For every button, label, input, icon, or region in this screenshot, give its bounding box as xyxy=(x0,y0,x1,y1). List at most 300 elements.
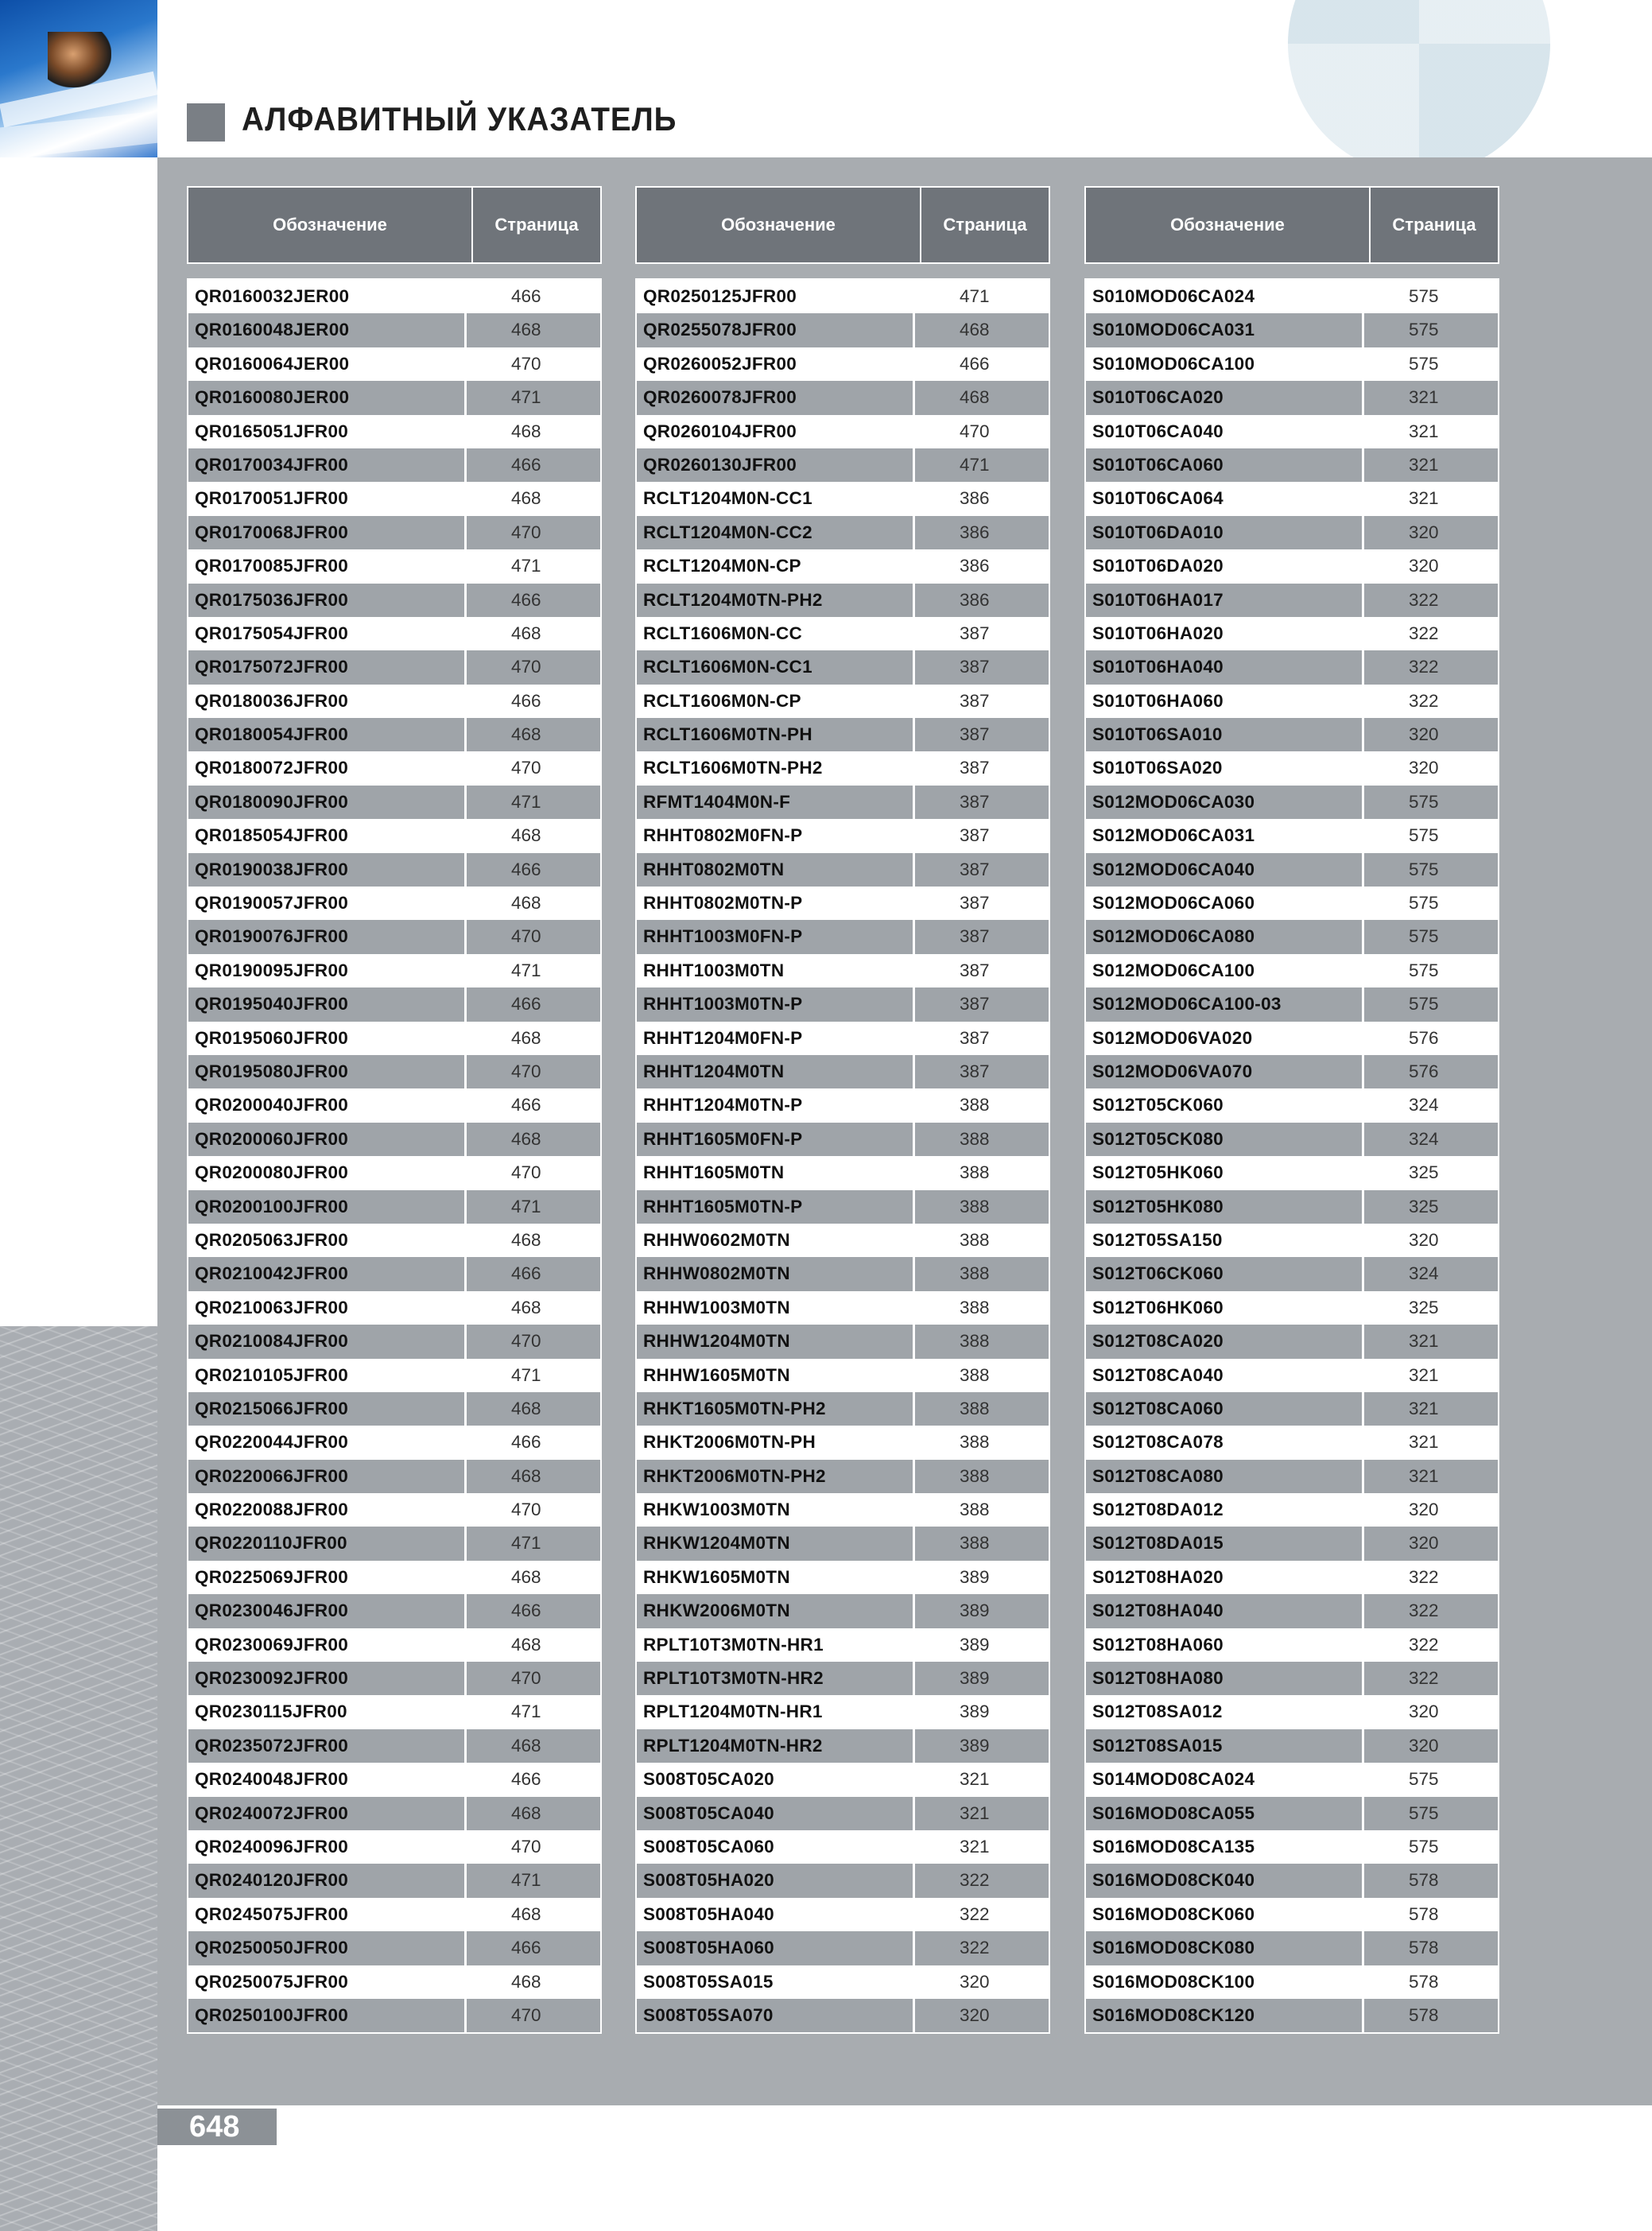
item-code: RCLT1606M0TN-PH xyxy=(637,718,915,751)
item-code: QR0220044JFR00 xyxy=(188,1426,467,1459)
item-code: QR0210105JFR00 xyxy=(188,1359,467,1392)
item-code: S010MOD06CA024 xyxy=(1086,280,1364,313)
item-code: RHHT1605M0FN-P xyxy=(637,1123,915,1156)
table-row xyxy=(1086,954,1498,987)
item-code: S008T05CA060 xyxy=(637,1830,915,1864)
table-header xyxy=(1084,186,1499,264)
item-code: S012T05CK080 xyxy=(1086,1123,1364,1156)
item-code: S012T08DA012 xyxy=(1086,1493,1364,1527)
item-page: 321 xyxy=(1409,1465,1439,1486)
item-code: QR0195040JFR00 xyxy=(188,987,467,1021)
item-code: S008T05HA060 xyxy=(637,1931,915,1965)
item-page: 388 xyxy=(960,1095,990,1116)
item-code: QR0190038JFR00 xyxy=(188,853,467,887)
item-code: S016MOD08CK060 xyxy=(1086,1898,1364,1931)
item-code: QR0260078JFR00 xyxy=(637,381,915,414)
table-row xyxy=(637,920,1049,953)
table-row xyxy=(637,1156,1049,1189)
table-row xyxy=(637,1763,1049,1796)
item-code: RHHT1605M0TN xyxy=(637,1156,915,1189)
item-page: 466 xyxy=(511,1095,541,1116)
table-row xyxy=(188,1257,600,1290)
item-code: S012T08SA015 xyxy=(1086,1729,1364,1763)
table-body xyxy=(187,278,602,2034)
item-page: 388 xyxy=(960,1229,990,1250)
item-code: QR0220066JFR00 xyxy=(188,1460,467,1493)
item-page: 468 xyxy=(511,893,541,914)
item-code: S010T06CA060 xyxy=(1086,448,1364,482)
table-row xyxy=(1086,1628,1498,1662)
table-row xyxy=(1086,1864,1498,1897)
table-row xyxy=(637,786,1049,819)
item-code: QR0260104JFR00 xyxy=(637,415,915,448)
page-number: 648 xyxy=(189,2110,240,2144)
table-row xyxy=(188,448,600,482)
item-code: RHHT0802M0TN-P xyxy=(637,887,915,920)
table-row xyxy=(1086,1359,1498,1392)
item-code: QR0230115JFR00 xyxy=(188,1695,467,1729)
item-code: S012T05HK060 xyxy=(1086,1156,1364,1189)
table-row xyxy=(637,954,1049,987)
item-code: RFMT1404M0N-F xyxy=(637,786,915,819)
item-code: RHKW1003M0TN xyxy=(637,1493,915,1527)
item-code: RHHT1003M0TN xyxy=(637,954,915,987)
item-code: S010T06SA010 xyxy=(1086,718,1364,751)
table-row xyxy=(1086,381,1498,414)
item-code: QR0230046JFR00 xyxy=(188,1594,467,1628)
table-row xyxy=(637,1594,1049,1628)
table-row xyxy=(188,415,600,448)
item-page: 388 xyxy=(960,1364,990,1385)
item-page: 471 xyxy=(511,1533,541,1554)
table-row xyxy=(637,718,1049,751)
table-row xyxy=(1086,549,1498,583)
item-page: 387 xyxy=(960,994,990,1015)
item-code: S012T08CA040 xyxy=(1086,1359,1364,1392)
table-body xyxy=(1084,278,1499,2034)
item-code: S012MOD06CA100-03 xyxy=(1086,987,1364,1021)
item-page: 575 xyxy=(1409,286,1439,306)
table-row xyxy=(1086,718,1498,751)
item-code: QR0175054JFR00 xyxy=(188,617,467,650)
item-code: QR0210063JFR00 xyxy=(188,1291,467,1325)
item-code: RCLT1606M0N-CC xyxy=(637,617,915,650)
item-page: 320 xyxy=(1409,1229,1439,1250)
table-row xyxy=(1086,685,1498,718)
item-page: 468 xyxy=(511,1297,541,1317)
item-code: RHHT1204M0FN-P xyxy=(637,1022,915,1055)
table-row xyxy=(637,1460,1049,1493)
table-row xyxy=(188,650,600,684)
item-code: RHHW1605M0TN xyxy=(637,1359,915,1392)
item-code: S016MOD08CK100 xyxy=(1086,1965,1364,1999)
item-code: S012MOD06CA040 xyxy=(1086,853,1364,887)
table-row xyxy=(188,584,600,617)
item-page: 322 xyxy=(1409,657,1439,677)
item-page: 387 xyxy=(960,859,990,879)
item-page: 466 xyxy=(511,286,541,306)
table-row xyxy=(637,887,1049,920)
item-page: 322 xyxy=(1409,589,1439,610)
item-code: QR0210084JFR00 xyxy=(188,1325,467,1358)
table-row xyxy=(188,1931,600,1965)
item-code: QR0175072JFR00 xyxy=(188,650,467,684)
table-row xyxy=(637,1088,1049,1122)
item-code: QR0170051JFR00 xyxy=(188,482,467,515)
item-page: 386 xyxy=(960,589,990,610)
item-page: 324 xyxy=(1409,1095,1439,1116)
table-row xyxy=(188,1022,600,1055)
item-code: QR0160048JER00 xyxy=(188,313,467,347)
table-row xyxy=(1086,1257,1498,1290)
item-code: S012T06CK060 xyxy=(1086,1257,1364,1290)
item-page: 388 xyxy=(960,1128,990,1149)
table-row xyxy=(188,1190,600,1224)
table-row xyxy=(188,1055,600,1088)
item-page: 466 xyxy=(511,690,541,711)
item-page: 387 xyxy=(960,960,990,980)
item-code: S012T08HA060 xyxy=(1086,1628,1364,1662)
table-row xyxy=(637,1359,1049,1392)
item-page: 578 xyxy=(1409,1971,1439,1992)
header-code: Обозначение xyxy=(637,188,921,262)
item-code: S010T06DA010 xyxy=(1086,516,1364,549)
table-row xyxy=(637,685,1049,718)
table-row xyxy=(637,1864,1049,1897)
item-code: S010MOD06CA100 xyxy=(1086,347,1364,381)
item-page: 388 xyxy=(960,1398,990,1418)
table-row xyxy=(188,617,600,650)
item-code: QR0240096JFR00 xyxy=(188,1830,467,1864)
item-code: S012T06HK060 xyxy=(1086,1291,1364,1325)
item-code: S016MOD08CA135 xyxy=(1086,1830,1364,1864)
table-row xyxy=(1086,482,1498,515)
item-page: 470 xyxy=(511,1500,541,1520)
item-code: S010T06CA064 xyxy=(1086,482,1364,515)
table-row xyxy=(188,516,600,549)
item-page: 387 xyxy=(960,724,990,745)
item-code: S016MOD08CK040 xyxy=(1086,1864,1364,1897)
item-code: QR0200040JFR00 xyxy=(188,1088,467,1122)
item-code: QR0220110JFR00 xyxy=(188,1527,467,1560)
item-page: 468 xyxy=(511,1802,541,1823)
item-page: 468 xyxy=(511,1634,541,1655)
item-page: 575 xyxy=(1409,926,1439,947)
index-table-1 xyxy=(187,186,602,2034)
item-page: 320 xyxy=(960,1971,990,1992)
item-code: QR0240072JFR00 xyxy=(188,1797,467,1830)
table-row xyxy=(1086,1426,1498,1459)
table-row xyxy=(637,987,1049,1021)
item-code: S014MOD08CA024 xyxy=(1086,1763,1364,1796)
header-code: Обозначение xyxy=(1086,188,1371,262)
table-row xyxy=(188,920,600,953)
item-code: QR0180036JFR00 xyxy=(188,685,467,718)
table-row xyxy=(1086,1291,1498,1325)
table-row xyxy=(1086,1123,1498,1156)
item-code: QR0190095JFR00 xyxy=(188,954,467,987)
item-code: QR0250050JFR00 xyxy=(188,1931,467,1965)
item-code: S016MOD08CA055 xyxy=(1086,1797,1364,1830)
header-page: Страница xyxy=(943,215,1027,235)
item-page: 468 xyxy=(511,320,541,340)
table-row xyxy=(188,786,600,819)
table-row xyxy=(1086,313,1498,347)
item-page: 468 xyxy=(511,1398,541,1418)
table-row xyxy=(188,549,600,583)
item-page: 578 xyxy=(1409,2004,1439,2025)
item-code: QR0210042JFR00 xyxy=(188,1257,467,1290)
item-page: 466 xyxy=(511,589,541,610)
item-code: QR0235072JFR00 xyxy=(188,1729,467,1763)
item-page: 468 xyxy=(511,1903,541,1924)
item-page: 388 xyxy=(960,1263,990,1284)
table-row xyxy=(637,381,1049,414)
table-row xyxy=(1086,1999,1498,2032)
item-code: S008T05CA040 xyxy=(637,1797,915,1830)
item-code: QR0250075JFR00 xyxy=(188,1965,467,1999)
item-code: S012T08HA080 xyxy=(1086,1662,1364,1695)
item-page: 388 xyxy=(960,1465,990,1486)
table-row xyxy=(188,1763,600,1796)
item-page: 470 xyxy=(511,1331,541,1352)
table-row xyxy=(637,1662,1049,1695)
item-code: S008T05HA020 xyxy=(637,1864,915,1897)
item-page: 470 xyxy=(511,1162,541,1183)
item-code: RHHW1204M0TN xyxy=(637,1325,915,1358)
item-page: 468 xyxy=(511,623,541,643)
table-row xyxy=(188,1898,600,1931)
table-row xyxy=(1086,650,1498,684)
table-header xyxy=(635,186,1050,264)
item-page: 466 xyxy=(511,1432,541,1453)
table-row xyxy=(188,1460,600,1493)
item-page: 324 xyxy=(1409,1263,1439,1284)
table-row xyxy=(1086,1729,1498,1763)
table-row xyxy=(1086,347,1498,381)
item-code: S008T05HA040 xyxy=(637,1898,915,1931)
item-code: S010T06HA020 xyxy=(1086,617,1364,650)
table-row xyxy=(188,1965,600,1999)
item-code: S008T05SA015 xyxy=(637,1965,915,1999)
index-table-3 xyxy=(1084,186,1499,2034)
item-page: 468 xyxy=(511,1229,541,1250)
item-page: 320 xyxy=(1409,1701,1439,1722)
table-row xyxy=(1086,786,1498,819)
table-row xyxy=(637,1291,1049,1325)
table-row xyxy=(188,1797,600,1830)
table-row xyxy=(1086,1055,1498,1088)
table-row xyxy=(1086,751,1498,785)
item-code: QR0250100JFR00 xyxy=(188,1999,467,2032)
item-code: RHHT1204M0TN-P xyxy=(637,1088,915,1122)
item-code: S012T05SA150 xyxy=(1086,1224,1364,1257)
item-code: S010MOD06CA031 xyxy=(1086,313,1364,347)
table-row xyxy=(637,1628,1049,1662)
item-page: 388 xyxy=(960,1196,990,1216)
item-page: 320 xyxy=(1409,556,1439,576)
item-code: S012MOD06CA031 xyxy=(1086,819,1364,852)
item-code: QR0170034JFR00 xyxy=(188,448,467,482)
item-code: RPLT10T3M0TN-HR2 xyxy=(637,1662,915,1695)
item-code: RHHT1204M0TN xyxy=(637,1055,915,1088)
item-page: 321 xyxy=(1409,1398,1439,1418)
item-page: 470 xyxy=(511,2004,541,2025)
item-page: 387 xyxy=(960,791,990,812)
item-code: QR0215066JFR00 xyxy=(188,1392,467,1426)
item-code: S016MOD08CK080 xyxy=(1086,1931,1364,1965)
item-page: 575 xyxy=(1409,893,1439,914)
item-page: 575 xyxy=(1409,1769,1439,1790)
item-code: QR0195060JFR00 xyxy=(188,1022,467,1055)
item-code: RHHW1003M0TN xyxy=(637,1291,915,1325)
item-page: 325 xyxy=(1409,1196,1439,1216)
item-page: 471 xyxy=(511,1701,541,1722)
item-code: QR0220088JFR00 xyxy=(188,1493,467,1527)
item-code: RCLT1606M0N-CP xyxy=(637,685,915,718)
item-page: 320 xyxy=(1409,758,1439,778)
table-row xyxy=(1086,887,1498,920)
item-page: 322 xyxy=(960,1938,990,1958)
item-code: S012MOD06VA070 xyxy=(1086,1055,1364,1088)
item-code: S010T06HA040 xyxy=(1086,650,1364,684)
item-code: S010T06CA020 xyxy=(1086,381,1364,414)
item-page: 578 xyxy=(1409,1903,1439,1924)
item-page: 575 xyxy=(1409,1836,1439,1857)
table-row xyxy=(637,1325,1049,1358)
table-row xyxy=(637,415,1049,448)
item-page: 321 xyxy=(1409,1331,1439,1352)
item-page: 470 xyxy=(511,758,541,778)
table-header xyxy=(187,186,602,264)
item-page: 575 xyxy=(1409,825,1439,846)
item-code: QR0230092JFR00 xyxy=(188,1662,467,1695)
item-page: 320 xyxy=(960,2004,990,2025)
item-page: 386 xyxy=(960,556,990,576)
item-page: 575 xyxy=(1409,960,1439,980)
item-code: S012T08DA015 xyxy=(1086,1527,1364,1560)
table-row xyxy=(637,650,1049,684)
item-page: 468 xyxy=(511,1735,541,1756)
table-row xyxy=(188,853,600,887)
item-code: S010T06HA060 xyxy=(1086,685,1364,718)
item-page: 321 xyxy=(1409,454,1439,475)
item-page: 471 xyxy=(511,791,541,812)
item-page: 389 xyxy=(960,1600,990,1621)
table-row xyxy=(188,1392,600,1426)
item-page: 387 xyxy=(960,893,990,914)
item-code: RHKW2006M0TN xyxy=(637,1594,915,1628)
table-row xyxy=(1086,819,1498,852)
item-code: S008T05SA070 xyxy=(637,1999,915,2032)
table-row xyxy=(637,1392,1049,1426)
item-code: RHHT1003M0TN-P xyxy=(637,987,915,1021)
item-code: QR0240048JFR00 xyxy=(188,1763,467,1796)
kitesurfer-figure xyxy=(48,32,111,87)
table-row xyxy=(637,819,1049,852)
item-code: QR0185054JFR00 xyxy=(188,819,467,852)
item-page: 470 xyxy=(511,926,541,947)
item-page: 468 xyxy=(960,387,990,408)
item-code: S012MOD06VA020 xyxy=(1086,1022,1364,1055)
item-page: 387 xyxy=(960,657,990,677)
table-row xyxy=(1086,1088,1498,1122)
item-code: QR0160064JER00 xyxy=(188,347,467,381)
item-page: 388 xyxy=(960,1432,990,1453)
item-code: QR0170085JFR00 xyxy=(188,549,467,583)
item-code: S012T08CA020 xyxy=(1086,1325,1364,1358)
item-code: QR0250125JFR00 xyxy=(637,280,915,313)
table-row xyxy=(188,718,600,751)
table-row xyxy=(188,1426,600,1459)
item-page: 325 xyxy=(1409,1297,1439,1317)
table-row xyxy=(1086,1594,1498,1628)
item-code: RHHT1605M0TN-P xyxy=(637,1190,915,1224)
table-row xyxy=(188,1493,600,1527)
item-page: 470 xyxy=(511,353,541,374)
table-row xyxy=(1086,1527,1498,1560)
item-page: 322 xyxy=(1409,690,1439,711)
table-row xyxy=(637,1931,1049,1965)
item-code: QR0200080JFR00 xyxy=(188,1156,467,1189)
table-row xyxy=(1086,448,1498,482)
item-code: QR0165051JFR00 xyxy=(188,415,467,448)
item-page: 468 xyxy=(511,1971,541,1992)
item-code: QR0205063JFR00 xyxy=(188,1224,467,1257)
table-row xyxy=(188,1123,600,1156)
table-row xyxy=(637,1797,1049,1830)
item-page: 388 xyxy=(960,1533,990,1554)
table-row xyxy=(188,1224,600,1257)
item-page: 320 xyxy=(1409,724,1439,745)
table-row xyxy=(637,1729,1049,1763)
page-title: АЛФАВИТНЫЙ УКАЗАТЕЛЬ xyxy=(242,100,677,138)
table-row xyxy=(188,1325,600,1358)
table-row xyxy=(637,313,1049,347)
item-code: S012T08CA060 xyxy=(1086,1392,1364,1426)
item-code: S012T08CA080 xyxy=(1086,1460,1364,1493)
item-page: 471 xyxy=(960,286,990,306)
table-row xyxy=(637,1695,1049,1729)
item-page: 320 xyxy=(1409,1735,1439,1756)
table-row xyxy=(637,1022,1049,1055)
table-row xyxy=(188,482,600,515)
table-row xyxy=(1086,584,1498,617)
item-code: S012MOD06CA100 xyxy=(1086,954,1364,987)
item-page: 575 xyxy=(1409,1802,1439,1823)
table-row xyxy=(1086,1830,1498,1864)
item-page: 389 xyxy=(960,1668,990,1689)
item-page: 389 xyxy=(960,1634,990,1655)
table-row xyxy=(188,1628,600,1662)
item-code: RHKT1605M0TN-PH2 xyxy=(637,1392,915,1426)
table-row xyxy=(1086,1156,1498,1189)
item-page: 466 xyxy=(511,859,541,879)
item-page: 389 xyxy=(960,1566,990,1587)
table-row xyxy=(1086,1662,1498,1695)
item-page: 466 xyxy=(511,994,541,1015)
item-page: 389 xyxy=(960,1735,990,1756)
left-strip-blank xyxy=(0,157,157,1326)
item-page: 575 xyxy=(1409,353,1439,374)
item-code: RHHT1003M0FN-P xyxy=(637,920,915,953)
table-row xyxy=(188,685,600,718)
table-row xyxy=(637,1190,1049,1224)
item-page: 578 xyxy=(1409,1870,1439,1891)
item-page: 575 xyxy=(1409,859,1439,879)
item-code: S012MOD06CA030 xyxy=(1086,786,1364,819)
item-page: 388 xyxy=(960,1500,990,1520)
